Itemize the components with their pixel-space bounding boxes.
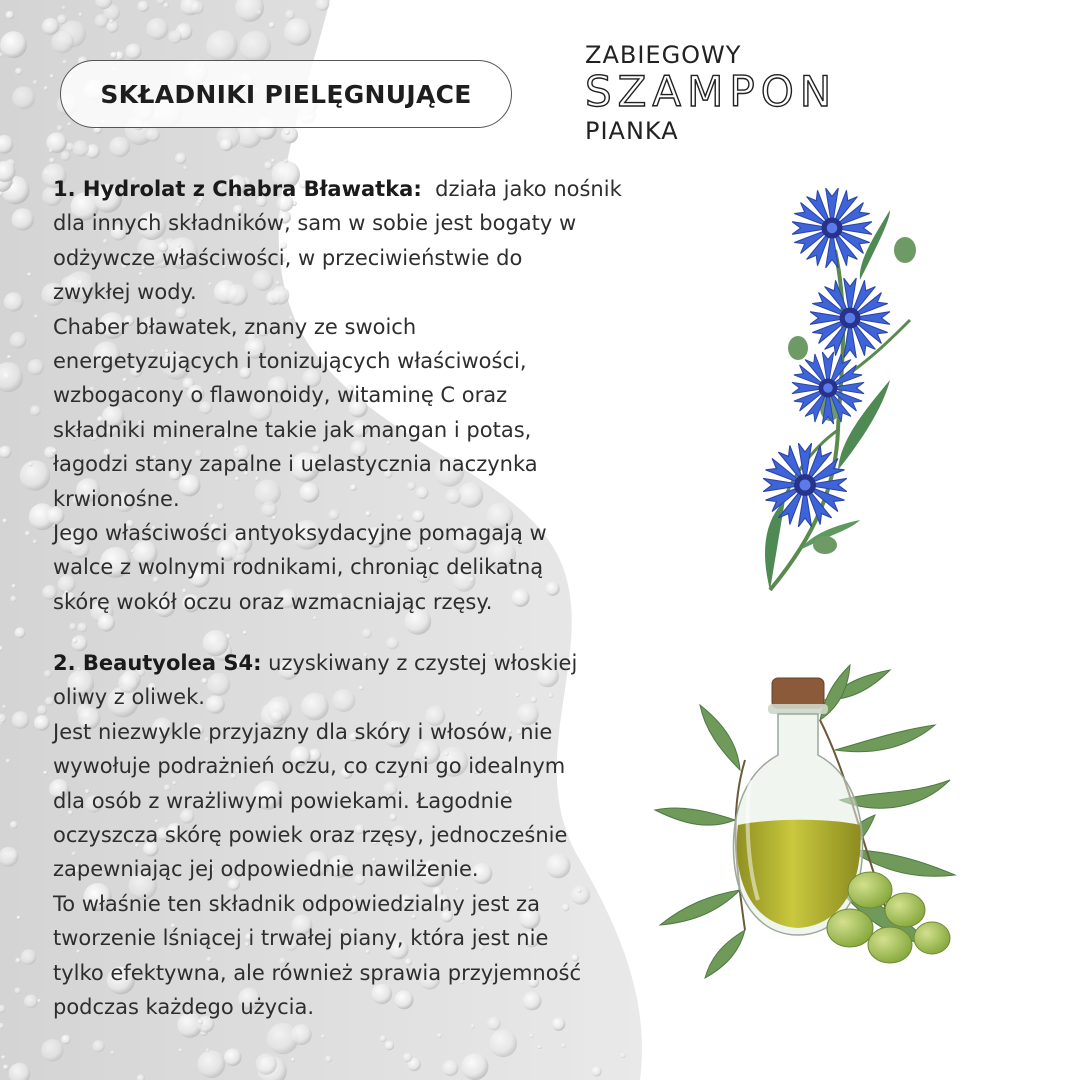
foam-bubble [14,987,21,994]
foam-bubble [62,6,66,10]
foam-bubble [78,12,82,16]
foam-bubble [489,1029,517,1057]
foam-bubble [110,52,117,59]
ingredient-1-line: energetyzujących i tonizujących właściwości, [53,348,527,373]
ingredient-1-line: 1. Hydrolat z Chabra Bławatka: działa jako nośnik [53,177,622,201]
foam-bubble [49,158,55,164]
ingredient-1-line: łagodzi stany zapalne i uelastycznia naczynka [53,452,538,477]
foam-bubble [198,1050,226,1078]
olive-oil-illustration [650,660,980,980]
ingredient-2-line: Jest niezwykle przyjazny dla skóry i włosów, nie [53,719,553,744]
ingredient-2-heading: 2. Beautyolea S4: [53,651,262,675]
foam-bubble [24,995,38,1009]
foam-bubble [461,1053,488,1080]
foam-bubble [72,140,88,156]
ingredient-2-line: To właśnie ten składnik odpowiedzialny jest za [53,891,540,916]
ingredient-2-line: 2. Beautyolea S4: uzyskiwany z czystej włoskiej [53,651,578,675]
foam-bubble [20,460,50,490]
foam-bubble [17,916,21,920]
foam-bubble [7,355,11,359]
foam-bubble [325,1056,332,1063]
ingredient-2-line: oczyszcza skórę powiek oraz rzęsy, jednocześnie [53,822,568,847]
foam-bubble [146,18,168,40]
ingredient-1-line: dla innych składników, sam w sobie jest bogaty w [53,211,577,236]
foam-bubble [10,332,27,349]
foam-bubble [93,1040,105,1052]
ingredient-2-section [53,646,693,1024]
foam-bubble [21,949,37,965]
foam-bubble [44,86,48,90]
foam-bubble [257,10,262,15]
foam-bubble [264,161,272,169]
foam-bubble [15,958,21,964]
foam-bubble [62,60,66,64]
foam-bubble [25,531,31,537]
ingredient-1-line: Chaber bławatek, znany ze swoich [53,314,417,339]
foam-bubble [529,1034,533,1038]
foam-bubble [403,1053,412,1062]
foam-bubble [43,771,47,775]
foam-bubble [561,1043,566,1048]
brand-line-1: ZABIEGOWY [585,41,742,69]
ingredient-2-line: zapewniając jej odpowiednie nawilżenie. [53,857,479,882]
foam-bubble [442,1060,458,1076]
foam-bubble [15,627,26,638]
ingredient-1-line: zwykłej wody. [53,280,197,305]
brand-line-2: SZAMPON [585,67,838,116]
foam-bubble [220,138,233,151]
foam-bubble [269,22,275,28]
ingredient-2-line: podczas każdego użycia. [53,994,315,1019]
foam-bubble [437,1033,442,1038]
foam-bubble [285,10,295,20]
foam-bubble [175,153,186,164]
foam-bubble [69,623,76,630]
ingredient-1-line: Jego właściwości antyoksydacyjne pomagają w [53,520,547,545]
ingredient-1-section [53,172,693,619]
foam-bubble [12,711,30,729]
foam-bubble [42,18,59,35]
foam-bubble [206,1048,210,1052]
foam-bubble [271,159,275,163]
ingredient-2-line: tylko efektywna, ale również sprawia przyjemność [53,960,582,985]
foam-bubble [28,462,32,466]
foam-bubble [591,1066,601,1076]
brand-logo [585,40,837,146]
ingredient-1-line: wzbogacony o flawonoidy, witaminę C oraz [53,383,508,408]
foam-bubble [126,44,142,60]
foam-bubble [15,68,22,75]
foam-bubble [537,1045,541,1049]
foam-bubble [178,1048,182,1052]
foam-bubble [291,1058,295,1062]
foam-bubble [34,715,50,731]
foam-bubble [28,359,44,375]
ingredient-2-line: wywołuje podrażnień oczu, co czyni go idealnym [53,754,566,779]
foam-bubble [3,1065,8,1070]
foam-bubble [27,272,31,276]
foam-bubble [3,519,8,524]
foam-bubble [224,1049,242,1067]
ingredient-1-line: walce z wolnymi rodnikami, chroniąc delikatną [53,555,544,580]
foam-bubble [51,31,74,54]
foam-bubble [240,31,271,62]
foam-bubble [243,631,247,635]
foam-bubble [49,148,53,152]
badge-label: SKŁADNIKI PIELĘGNUJĄCE [100,79,472,109]
foam-bubble [385,1041,395,1051]
foam-bubble [109,137,130,158]
foam-bubble [33,540,37,544]
ingredients-badge [60,60,512,128]
ingredient-1-line: odżywcze właściwości, w przeciwieństwie do [53,245,523,270]
cornflower-illustration [740,180,940,600]
ingredient-2-line: dla osób z wrażliwymi powiekami. Łagodnie [53,788,513,813]
ingredient-2-line: oliwy z oliwek. [53,685,205,710]
foam-bubble [33,80,38,85]
foam-bubble [281,126,298,143]
foam-bubble [110,1051,114,1055]
foam-bubble [77,622,87,632]
foam-bubble [2,705,6,709]
foam-bubble [12,208,34,230]
brand-line-3: PIANKA [585,117,679,145]
ingredient-2-line: tworzenie lśniącej i trwałej piany, która jest nie [53,926,549,951]
foam-bubble [380,1035,387,1042]
foam-bubble [163,2,169,8]
foam-bubble [168,30,182,44]
foam-bubble [4,292,24,312]
foam-bubble [620,1052,626,1058]
foam-bubble [44,670,52,678]
foam-bubble [206,30,238,62]
foam-bubble [30,405,41,416]
foam-bubble [37,705,47,715]
foam-bubble [321,1034,325,1038]
foam-bubble [50,74,54,78]
foam-bubble [1,1055,5,1059]
foam-bubble [61,151,71,161]
foam-bubble [471,1024,475,1028]
foam-bubble [362,629,372,639]
foam-bubble [284,129,290,135]
ingredient-1-line: skórę wokół oczu oraz wzmacniając rzęsy. [53,589,493,614]
foam-bubble [6,759,10,763]
foam-bubble [12,86,35,109]
foam-bubble [41,1039,63,1061]
foam-bubble [191,1,204,14]
foam-bubble [183,166,187,170]
foam-bubble [291,1024,312,1045]
foam-bubble [109,19,113,23]
foam-bubble [61,1035,71,1045]
foam-bubble [284,18,311,45]
foam-bubble [146,128,160,142]
foam-bubble [34,314,38,318]
foam-bubble [256,1053,277,1074]
foam-bubble [138,1,149,12]
foam-bubble [72,638,77,643]
ingredient-1-line: składniki mineralne takie jak mangan i potas, [53,417,532,442]
ingredient-1-heading: 1. Hydrolat z Chabra Bławatka: [53,177,422,201]
foam-bubble [6,11,14,19]
ingredient-1-line: krwionośne. [53,486,180,511]
foam-bubble [284,159,288,163]
foam-bubble [57,125,63,131]
foam-bubble [57,14,67,24]
foam-bubble [10,596,16,602]
foam-bubble [12,584,16,588]
foam-bubble [10,821,18,829]
foam-bubble [67,122,71,126]
foam-bubble [0,31,27,58]
